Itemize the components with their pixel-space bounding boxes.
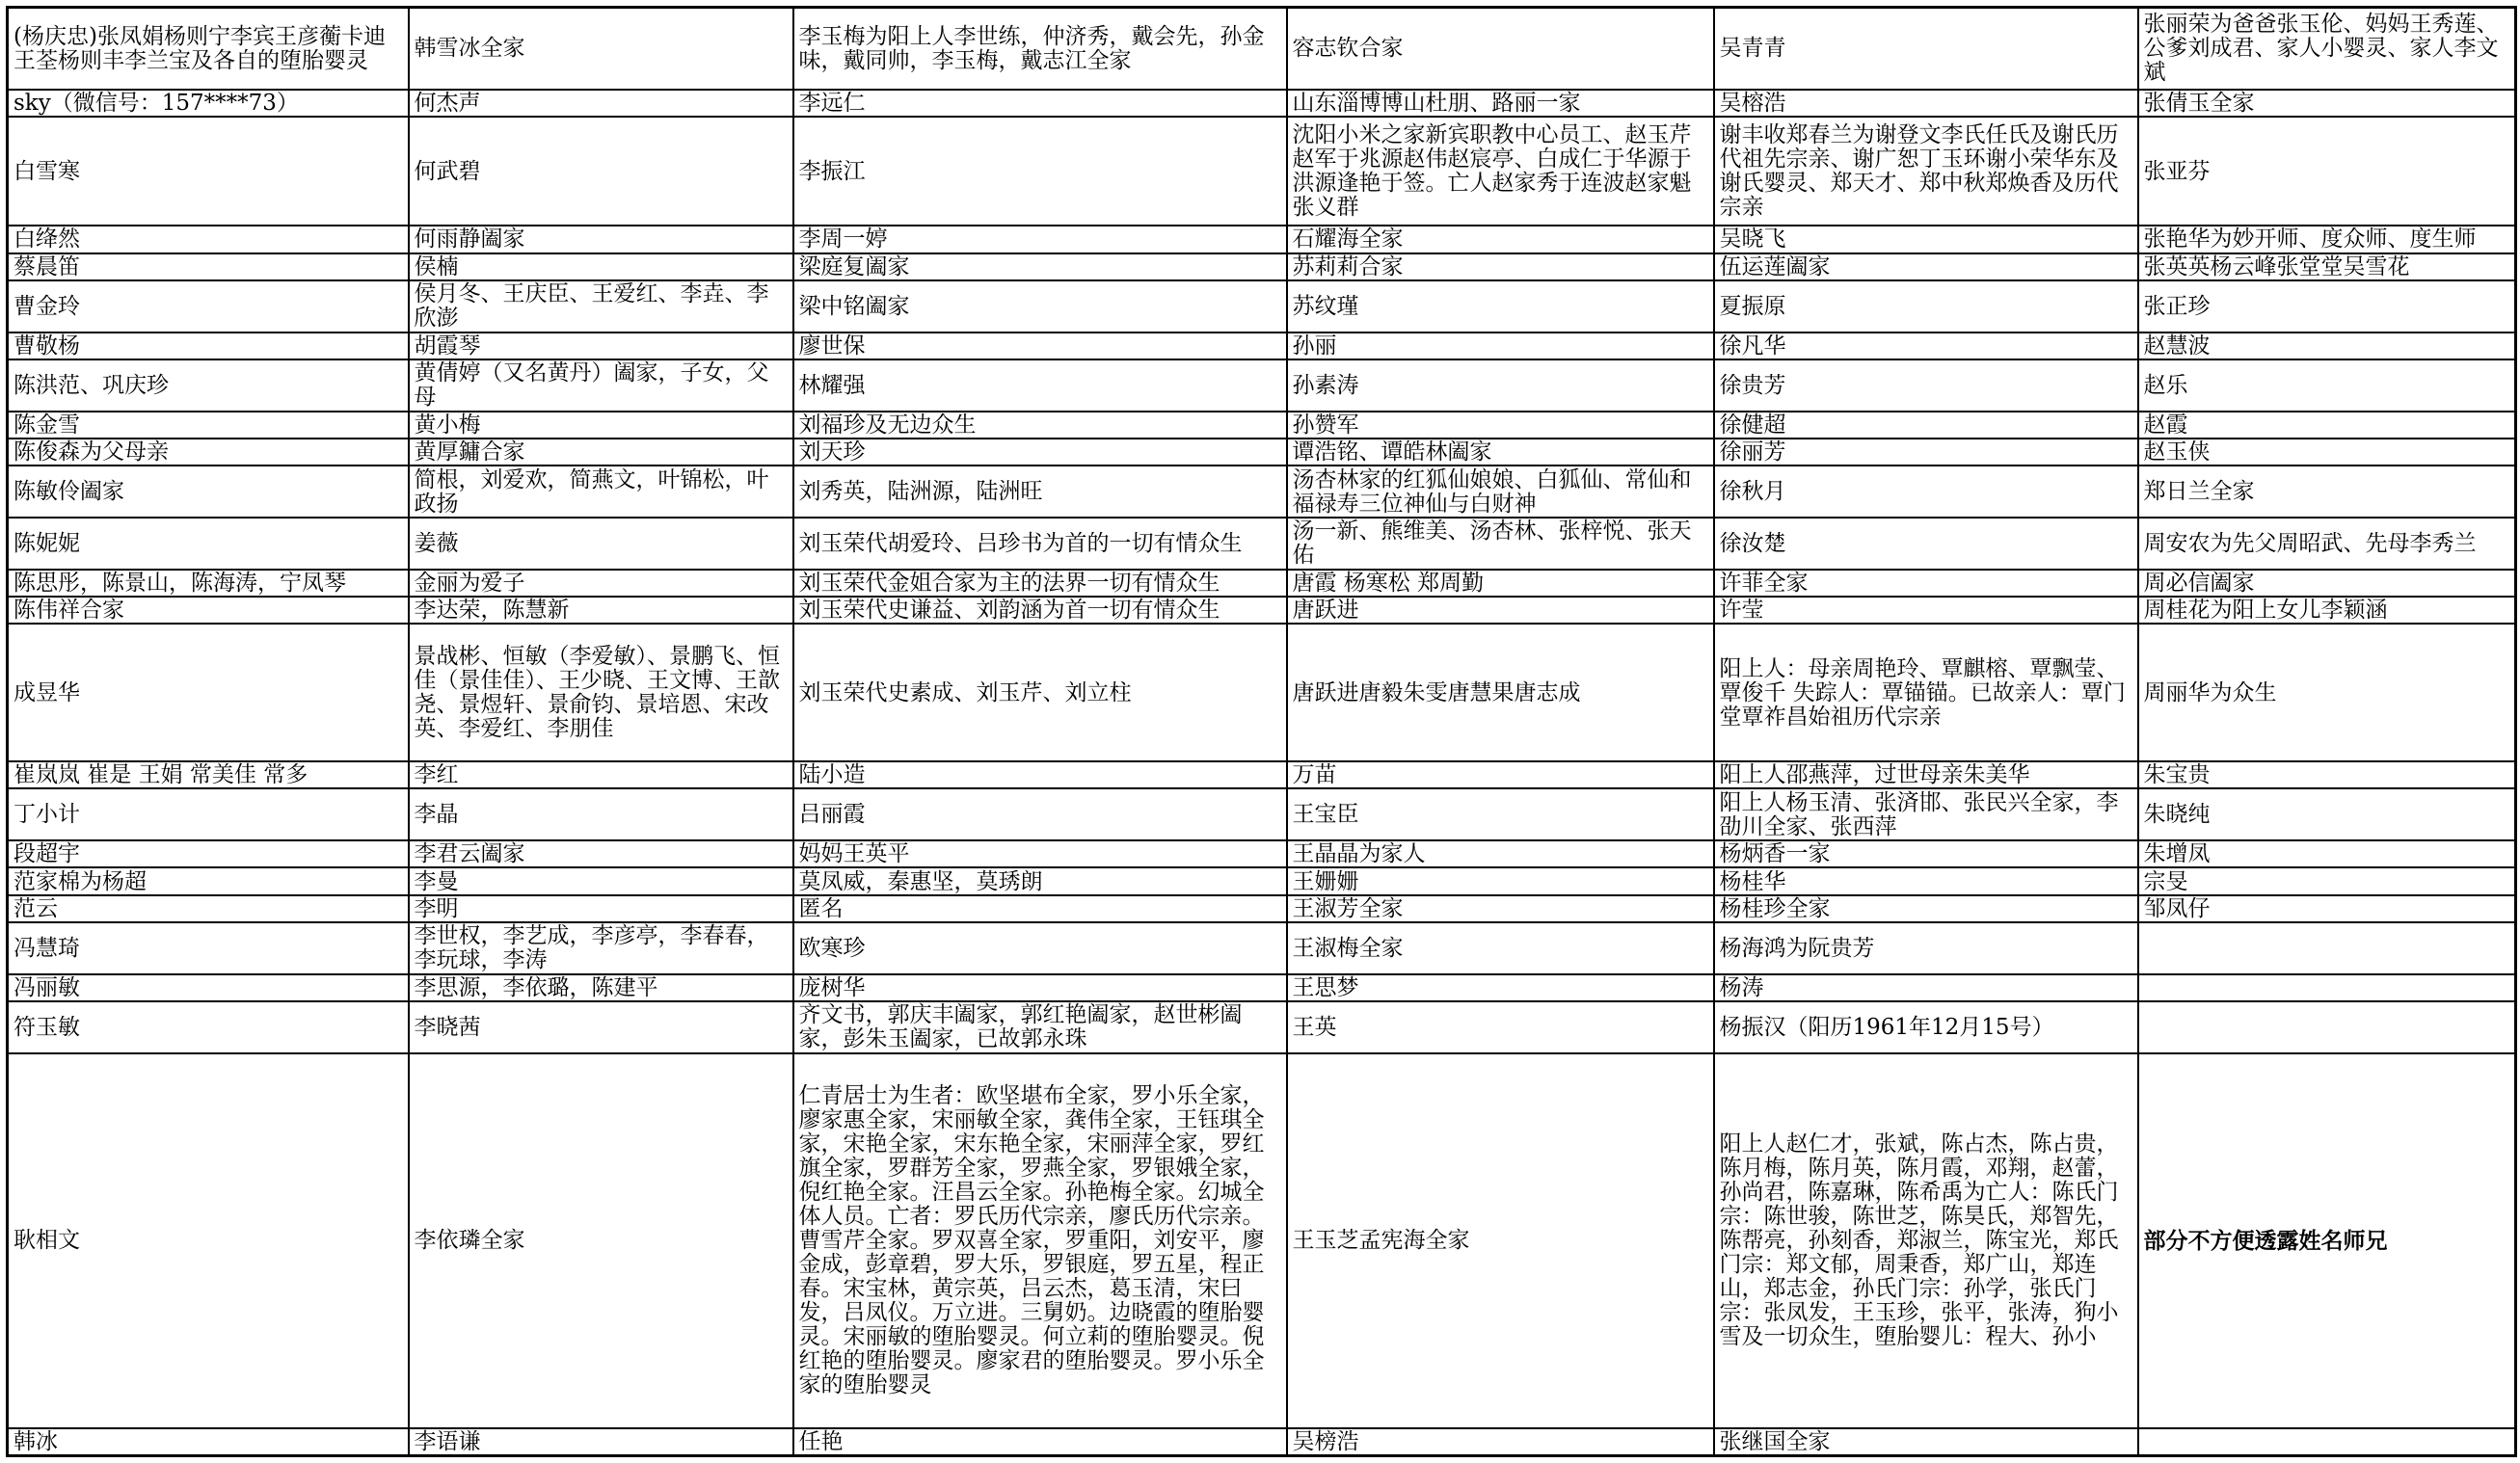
table-cell: 韩雪冰全家 <box>409 8 793 90</box>
table-cell: 杨海鸿为阮贵芳 <box>1714 922 2138 974</box>
table-cell: 徐贵芳 <box>1714 359 2138 412</box>
table-cell: 王英 <box>1287 1001 1714 1053</box>
table-cell: 陈伟祥合家 <box>8 597 409 624</box>
table-cell: 刘玉荣代胡爱玲、吕珍书为首的一切有情众生 <box>793 518 1287 570</box>
table-cell: 阳上人邵燕萍，过世母亲朱美华 <box>1714 761 2138 788</box>
table-cell: 白雪寒 <box>8 117 409 226</box>
table-cell: 刘秀英，陆洲源，陆洲旺 <box>793 466 1287 518</box>
table-cell: 韩冰 <box>8 1428 409 1456</box>
table-cell: 欧寒珍 <box>793 922 1287 974</box>
table-cell: 段超宇 <box>8 840 409 867</box>
table-cell: 唐霞 杨寒松 郑周勤 <box>1287 570 1714 597</box>
table-cell: 吴青青 <box>1714 8 2138 90</box>
table-cell <box>2138 1428 2516 1456</box>
table-cell: 李依璘全家 <box>409 1053 793 1428</box>
table-cell: 朱增凤 <box>2138 840 2516 867</box>
table-cell: 杨振汉（阳历1961年12月15号） <box>1714 1001 2138 1053</box>
table-row <box>8 90 2516 117</box>
table-row <box>8 1053 2516 1428</box>
table-cell: 苏纹瑾 <box>1287 280 1714 332</box>
table-cell: 陈俊森为父母亲 <box>8 439 409 466</box>
table-cell: 徐健超 <box>1714 412 2138 439</box>
table-body <box>8 8 2516 1456</box>
table-cell: 唐跃进唐毅朱雯唐慧果唐志成 <box>1287 624 1714 761</box>
table-cell: 杨桂珍全家 <box>1714 895 2138 922</box>
table-row <box>8 117 2516 226</box>
table-cell: 梁中铭阖家 <box>793 280 1287 332</box>
table-cell: 冯丽敏 <box>8 974 409 1001</box>
table-cell: 孙素涛 <box>1287 359 1714 412</box>
table-cell: 白绛然 <box>8 226 409 253</box>
table-cell: 万苗 <box>1287 761 1714 788</box>
table-cell: 曹敬杨 <box>8 332 409 359</box>
dedication-list-sheet <box>6 6 2514 1457</box>
table-cell: 徐汝楚 <box>1714 518 2138 570</box>
table-row <box>8 466 2516 518</box>
table-cell: 部分不方便透露姓名师兄 <box>2138 1053 2516 1428</box>
table-cell: 仁青居士为生者：欧坚堪布全家，罗小乐全家，廖家惠全家，宋丽敏全家，龚伟全家，王钰琪全家，宋艳全家，宋东艳全家，宋丽萍全家，罗红旗全家，罗群芳全家，罗燕全家，罗银娥全家，倪红艳全家。汪昌云全家。孙艳梅全家。幻城全体人员。亡者：罗氏历代宗亲，廖氏历代宗亲。曹雪芹全家。罗双喜全家，罗重阳，刘安平，廖金成，彭章碧，罗大乐，罗银庭，罗五星，程正春。宋宝林，黄宗英，吕云杰，葛玉清，宋曰发，吕凤仪。万立进。三舅奶。边晓霞的堕胎婴灵。宋丽敏的堕胎婴灵。何立莉的堕胎婴灵。倪红艳的堕胎婴灵。廖家君的堕胎婴灵。罗小乐全家的堕胎婴灵 <box>793 1053 1287 1428</box>
table-cell: 朱晓纯 <box>2138 788 2516 840</box>
table-cell: 吴榜浩 <box>1287 1428 1714 1456</box>
table-cell: 李晓茜 <box>409 1001 793 1053</box>
table-row <box>8 280 2516 332</box>
table-row <box>8 922 2516 974</box>
table-cell: 张丽荣为爸爸张玉伦、妈妈王秀莲、公爹刘成君、家人小婴灵、家人李文斌 <box>2138 8 2516 90</box>
table-cell: 刘福珍及无边众生 <box>793 412 1287 439</box>
table-row <box>8 518 2516 570</box>
table-cell: 李远仁 <box>793 90 1287 117</box>
table-cell: 吴榕浩 <box>1714 90 2138 117</box>
table-cell: 丁小计 <box>8 788 409 840</box>
table-row <box>8 8 2516 90</box>
table-cell: 吴晓飞 <box>1714 226 2138 253</box>
table-cell: 郑日兰全家 <box>2138 466 2516 518</box>
table-cell: 梁庭复阖家 <box>793 253 1287 280</box>
table-cell: 何武碧 <box>409 117 793 226</box>
table-row <box>8 974 2516 1001</box>
table-cell: 符玉敏 <box>8 1001 409 1053</box>
table-cell: 李晶 <box>409 788 793 840</box>
table-cell: 范云 <box>8 895 409 922</box>
table-cell: 张亚芬 <box>2138 117 2516 226</box>
table-cell: 石耀海全家 <box>1287 226 1714 253</box>
table-row <box>8 332 2516 359</box>
table-cell: 张正珍 <box>2138 280 2516 332</box>
table-cell: 刘玉荣代史谦益、刘韵涵为首一切有情众生 <box>793 597 1287 624</box>
table-cell: 许莹 <box>1714 597 2138 624</box>
table-cell: 周丽华为众生 <box>2138 624 2516 761</box>
table-cell <box>2138 922 2516 974</box>
table-cell: 李达荣，陈慧新 <box>409 597 793 624</box>
table-cell: 何雨静阖家 <box>409 226 793 253</box>
table-cell: 林耀强 <box>793 359 1287 412</box>
table-cell: 李世权，李艺成，李彦亭，李春春，李玩球，李涛 <box>409 922 793 974</box>
table-row <box>8 253 2516 280</box>
table-cell: 阳上人：母亲周艳玲、覃麒榕、覃飘莹、覃俊千 失踪人：覃锚锚。已故亲人：覃门堂覃祚昌始祖历代宗亲 <box>1714 624 2138 761</box>
table-cell: 伍运莲阖家 <box>1714 253 2138 280</box>
table-cell: 赵乐 <box>2138 359 2516 412</box>
table-row <box>8 412 2516 439</box>
table-cell: 齐文书，郭庆丰阖家，郭红艳阖家，赵世彬阖家，彭朱玉阖家，已故郭永珠 <box>793 1001 1287 1053</box>
table-cell: 廖世保 <box>793 332 1287 359</box>
table-cell: 成昱华 <box>8 624 409 761</box>
table-cell: 谢丰收郑春兰为谢登文李氏任氏及谢氏历代祖先宗亲、谢广恕丁玉环谢小荣华东及谢氏婴灵、郑天才、郑中秋郑焕香及历代宗亲 <box>1714 117 2138 226</box>
table-row <box>8 359 2516 412</box>
table-row <box>8 1001 2516 1053</box>
table-cell: 陈洪范、巩庆珍 <box>8 359 409 412</box>
table-cell: 杨炳香一家 <box>1714 840 2138 867</box>
table-cell: 徐凡华 <box>1714 332 2138 359</box>
table-cell: 唐跃进 <box>1287 597 1714 624</box>
table-cell: 莫凤威，秦惠坚，莫琇朗 <box>793 867 1287 894</box>
table-cell: 谭浩铭、谭皓林阖家 <box>1287 439 1714 466</box>
table-cell: 邹凤仔 <box>2138 895 2516 922</box>
table-cell: 李振江 <box>793 117 1287 226</box>
table-cell: 黄厚鏞合家 <box>409 439 793 466</box>
table-cell: 徐丽芳 <box>1714 439 2138 466</box>
table-cell: 王玉芝孟宪海全家 <box>1287 1053 1714 1428</box>
table-cell: 宗旻 <box>2138 867 2516 894</box>
table-cell: 简根，刘爱欢，简燕文，叶锦松，叶政扬 <box>409 466 793 518</box>
table-cell: 陈思彤，陈景山，陈海涛，宁凤琴 <box>8 570 409 597</box>
table-cell: 李思源，李依璐，陈建平 <box>409 974 793 1001</box>
table-row <box>8 867 2516 894</box>
table-cell: 王晶晶为家人 <box>1287 840 1714 867</box>
table-cell: 陈敏伶阖家 <box>8 466 409 518</box>
table-cell: 赵霞 <box>2138 412 2516 439</box>
table-cell: 王淑梅全家 <box>1287 922 1714 974</box>
table-row <box>8 570 2516 597</box>
table-cell: 景战彬、恒敏（李爱敏）、景鹏飞、恒佳（景佳佳）、王少晓、王文博、王歆尧、景煜轩、景俞钧、景培恩、宋改英、李爱红、李朋佳 <box>409 624 793 761</box>
table-cell: 沈阳小米之家新宾职教中心员工、赵玉芹赵军于兆源赵伟赵宸亭、白成仁于华源于洪源逢艳于签。亡人赵家秀于连波赵家魁张义群 <box>1287 117 1714 226</box>
table-cell: 张艳华为妙开师、度众师、度生师 <box>2138 226 2516 253</box>
table-row <box>8 761 2516 788</box>
table-cell: 胡霞琴 <box>409 332 793 359</box>
table-cell: 王思梦 <box>1287 974 1714 1001</box>
table-cell: 陈金雪 <box>8 412 409 439</box>
table-cell: 王宝臣 <box>1287 788 1714 840</box>
table-cell: 朱宝贵 <box>2138 761 2516 788</box>
table-cell: 冯慧琦 <box>8 922 409 974</box>
table-cell: 金丽为爱子 <box>409 570 793 597</box>
table-cell: 崔岚岚 崔是 王娟 常美佳 常多 <box>8 761 409 788</box>
table-cell: 黄小梅 <box>409 412 793 439</box>
table-cell: 周桂花为阳上女儿李颖涵 <box>2138 597 2516 624</box>
table-cell: 阳上人赵仁才，张斌，陈占杰，陈占贵，陈月梅，陈月英，陈月霞，邓翔，赵蕾，孙尚君，陈嘉琳，陈希禹为亡人：陈氏门宗：陈世骏，陈世芝，陈昊氏，郑智先，陈帮亮，孙刻香，郑淑兰，陈宝光，郑氏门宗：郑文郁，周秉香，郑广山，郑连山，郑志金，孙氏门宗：孙学，张氏门宗：张凤发，王玉珍，张平，张涛，狗小雪及一切众生，堕胎婴儿：程大、孙小 <box>1714 1053 2138 1428</box>
table-cell: 杨涛 <box>1714 974 2138 1001</box>
table-cell: 杨桂华 <box>1714 867 2138 894</box>
table-row <box>8 895 2516 922</box>
table-cell: 陆小造 <box>793 761 1287 788</box>
table-cell: 许菲全家 <box>1714 570 2138 597</box>
table-cell: 夏振原 <box>1714 280 2138 332</box>
table-cell: 孙丽 <box>1287 332 1714 359</box>
table-cell: 李红 <box>409 761 793 788</box>
table-row <box>8 1428 2516 1456</box>
table-cell: 山东淄博博山杜朋、路丽一家 <box>1287 90 1714 117</box>
table-cell: 苏莉莉合家 <box>1287 253 1714 280</box>
table-cell <box>2138 1001 2516 1053</box>
table-cell: 孙赞军 <box>1287 412 1714 439</box>
table-cell: 李明 <box>409 895 793 922</box>
table-cell: 曹金玲 <box>8 280 409 332</box>
table-cell: 徐秋月 <box>1714 466 2138 518</box>
table-cell: 汤一新、熊维美、汤杏林、张梓悦、张天佑 <box>1287 518 1714 570</box>
table-row <box>8 788 2516 840</box>
table-cell: 王淑芳全家 <box>1287 895 1714 922</box>
table-row <box>8 439 2516 466</box>
table-cell: 阳上人杨玉清、张済邯、张民兴全家，李劭川全家、张西萍 <box>1714 788 2138 840</box>
table-cell: 刘玉荣代史素成、刘玉芹、刘立柱 <box>793 624 1287 761</box>
table-row <box>8 226 2516 253</box>
table-row <box>8 840 2516 867</box>
table-cell: 张继国全家 <box>1714 1428 2138 1456</box>
table-cell: 任艳 <box>793 1428 1287 1456</box>
table-cell: 黄倩婷（又名黄丹）阖家，子女，父母 <box>409 359 793 412</box>
table-cell: 何杰声 <box>409 90 793 117</box>
table-cell: 李语谦 <box>409 1428 793 1456</box>
table-cell: 侯楠 <box>409 253 793 280</box>
table-cell: 刘天珍 <box>793 439 1287 466</box>
table-cell: 李曼 <box>409 867 793 894</box>
table-cell: 周必信阖家 <box>2138 570 2516 597</box>
table-cell: 吕丽霞 <box>793 788 1287 840</box>
table-cell: (杨庆忠)张凤娟杨则宁李宾王彦蘅卡迪王荃杨则丰李兰宝及各自的堕胎婴灵 <box>8 8 409 90</box>
table-cell <box>2138 974 2516 1001</box>
table-cell: 赵慧波 <box>2138 332 2516 359</box>
table-cell: 张英英杨云峰张堂堂吴雪花 <box>2138 253 2516 280</box>
table-cell: 范家棉为杨超 <box>8 867 409 894</box>
dedication-names-table <box>6 6 2517 1457</box>
table-cell: 周安农为先父周昭武、先母李秀兰 <box>2138 518 2516 570</box>
table-cell: 容志钦合家 <box>1287 8 1714 90</box>
table-cell: 汤杏林家的红狐仙娘娘、白狐仙、常仙和福禄寿三位神仙与白财神 <box>1287 466 1714 518</box>
table-cell: 李君云阖家 <box>409 840 793 867</box>
table-cell: 李周一婷 <box>793 226 1287 253</box>
table-cell: 侯月冬、王庆臣、王爱红、李垚、李欣澎 <box>409 280 793 332</box>
table-cell: 蔡晨笛 <box>8 253 409 280</box>
table-row <box>8 624 2516 761</box>
table-cell: 姜薇 <box>409 518 793 570</box>
table-cell: 匿名 <box>793 895 1287 922</box>
table-cell: 陈妮妮 <box>8 518 409 570</box>
table-cell: 王姗姗 <box>1287 867 1714 894</box>
table-cell: 刘玉荣代金姐合家为主的法界一切有情众生 <box>793 570 1287 597</box>
table-cell: sky（微信号：157****73） <box>8 90 409 117</box>
table-cell: 妈妈王英平 <box>793 840 1287 867</box>
table-cell: 耿相文 <box>8 1053 409 1428</box>
table-cell: 李玉梅为阳上人李世练，仲济秀，戴会先，孙金味，戴同帅，李玉梅，戴志江全家 <box>793 8 1287 90</box>
table-cell: 张倩玉全家 <box>2138 90 2516 117</box>
table-cell: 赵玉侠 <box>2138 439 2516 466</box>
table-row <box>8 597 2516 624</box>
table-cell: 庞树华 <box>793 974 1287 1001</box>
